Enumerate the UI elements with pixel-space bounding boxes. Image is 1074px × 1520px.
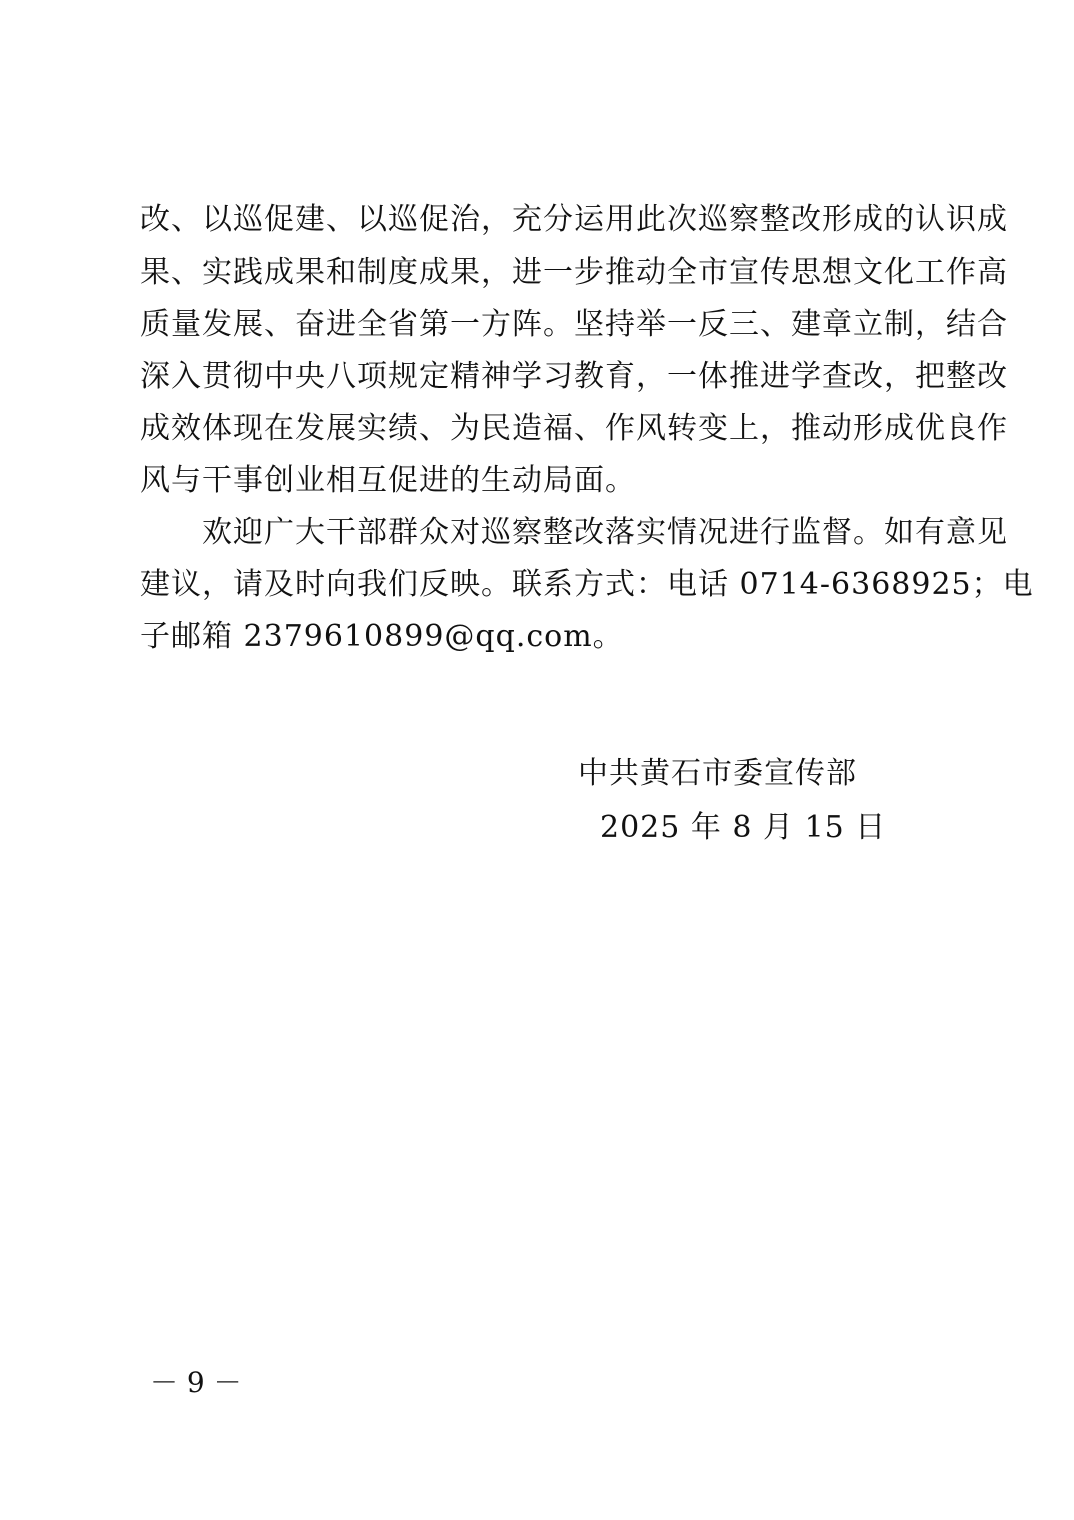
page-number: － 9 － xyxy=(150,1366,242,1399)
paragraph-1-line-3: 质量发展、奋进全省第一方阵。坚持举一反三、建章立制，结合 xyxy=(140,307,1008,342)
paragraph-1-line-1: 改、以巡促建、以巡促治，充分运用此次巡察整改形成的认识成 xyxy=(140,202,1008,237)
paragraph-1-line-6: 风与干事创业相互促进的生动局面。 xyxy=(140,463,636,498)
signature-date: 2025 年 8 月 15 日 xyxy=(600,810,887,845)
paragraph-2-line-1: 欢迎广大干部群众对巡察整改落实情况进行监督。如有意见 xyxy=(202,515,1008,550)
paragraph-1-line-4: 深入贯彻中央八项规定精神学习教育，一体推进学查改，把整改 xyxy=(140,359,1008,394)
paragraph-2-line-2: 建议，请及时向我们反映。联系方式：电话 0714-6368925；电 xyxy=(140,567,1034,602)
paragraph-2-line-3: 子邮箱 2379610899@qq.com。 xyxy=(140,619,624,654)
signature-organization: 中共黄石市委宣传部 xyxy=(578,756,857,791)
paragraph-1-line-2: 果、实践成果和制度成果，进一步推动全市宣传思想文化工作高 xyxy=(140,255,1008,290)
paragraph-1-line-5: 成效体现在发展实绩、为民造福、作风转变上，推动形成优良作 xyxy=(140,411,1008,446)
